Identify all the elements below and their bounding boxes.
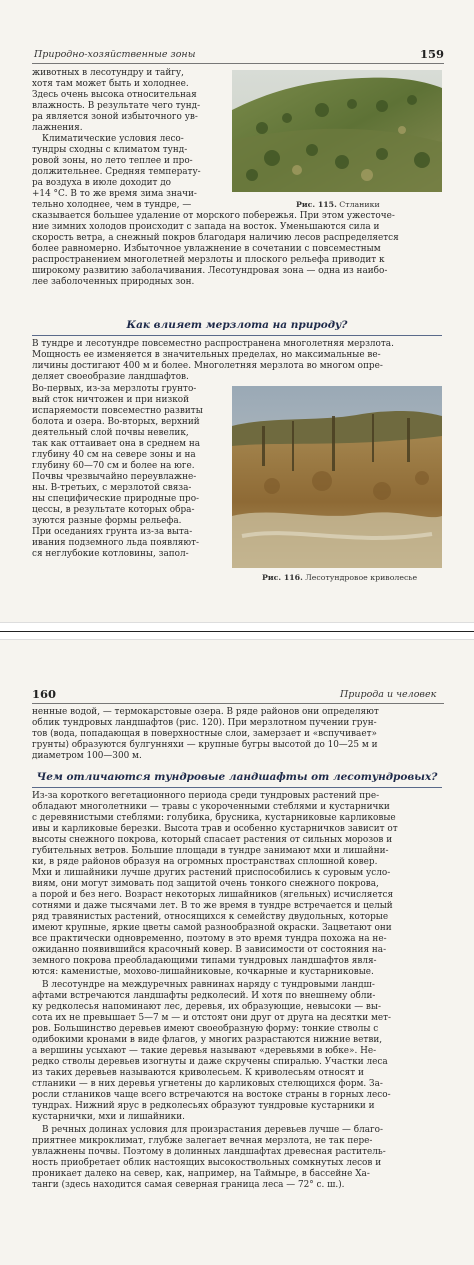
text-line: сказывается большее удаление от морского побережья. При этом ужесточе- bbox=[32, 211, 395, 221]
text-line: редко стволы деревьев изогнуты и даже скручены спиралью. Участки леса bbox=[32, 1057, 388, 1067]
paragraph-full-width bbox=[32, 211, 442, 288]
text-line: тундры сходны с климатом тунд- bbox=[32, 145, 188, 155]
text-line: сотнями и даже тысячами лет. В то же время в тундре встречается и целый bbox=[32, 901, 393, 911]
section-text-column bbox=[32, 384, 222, 560]
text-line: так как оттаивает она в среднем на bbox=[32, 439, 201, 449]
text-line: ку редколесья напоминают лес, деревья, их образующие, невысоки — вы- bbox=[32, 1002, 381, 1012]
section-text-full bbox=[32, 339, 442, 383]
section-heading-permafrost: Как влияет мерзлота на природу? bbox=[126, 319, 348, 331]
photo-stlaniki bbox=[232, 70, 442, 192]
text-line: приятнее микроклимат, глубже залегает вечная мерзлота, не так пере- bbox=[32, 1136, 373, 1146]
text-line: тундрах. Нижний ярус в редколесьях образуют тундровые кустарники и bbox=[32, 1101, 375, 1111]
text-line: вый сток ничтожен и при низкой bbox=[32, 395, 190, 405]
text-line: хотя там может быть и холоднее. bbox=[32, 79, 189, 89]
caption-number: Рис. 115. bbox=[296, 200, 337, 209]
text-line: Во-первых, из-за мерзлоты грунто- bbox=[32, 384, 197, 394]
text-line: Мхи и лишайники лучше других растений приспособились к суровым усло- bbox=[32, 868, 391, 878]
text-line: более равномерно. Избыточное увлажнение в сочетании с повсеместным bbox=[32, 244, 381, 254]
text-line: все практически одновременно, поэтому в это время тундра похожа на не- bbox=[32, 934, 387, 944]
body-paragraph-1 bbox=[32, 791, 442, 978]
text-line: имеют крупные, яркие цветы самой разнообразной окраски. Зацветают они bbox=[32, 923, 392, 933]
text-line: Почвы чрезвычайно переувлажне- bbox=[32, 472, 197, 482]
text-line: ряд травянистых растений, относящихся к семейству двудольных, которые bbox=[32, 912, 389, 922]
page-separator bbox=[0, 631, 474, 632]
krivolesye-photo-image bbox=[232, 386, 442, 568]
text-line: тов (вода, попадающая в поверхностные слои, замерзает и «вспучивает» bbox=[32, 729, 377, 739]
text-line: цессы, в результате которых обра- bbox=[32, 505, 195, 515]
text-line: кустарнички, мхи и лишайники. bbox=[32, 1112, 185, 1122]
text-line: ны. В-третьих, с мерзлотой связа- bbox=[32, 483, 192, 493]
text-line: Из-за короткого вегетационного периода среди тундровых растений пре- bbox=[32, 791, 380, 801]
text-line: деляет своеобразие ландшафтов. bbox=[32, 372, 189, 382]
text-line: испаряемости повсеместно развиты bbox=[32, 406, 203, 416]
text-line: В лесотундре на междуречных равнинах наряду с тундровыми ландш- bbox=[42, 980, 375, 990]
text-line: В речных долинах условия для произрастания деревьев лучше — благо- bbox=[42, 1125, 384, 1135]
page-number: 160 bbox=[32, 687, 57, 701]
text-line: ся неглубокие котловины, запол- bbox=[32, 549, 189, 559]
text-line: лее заболоченных природных зон. bbox=[32, 277, 195, 287]
text-line: виям, они могут зимовать под защитой очень тонкого снежного покрова, bbox=[32, 879, 379, 889]
text-line: из таких деревьев называются криволесьем. К криволесьям относят и bbox=[32, 1068, 364, 1078]
text-line: личины достигают 400 м и более. Многолетняя мерзлота во многом опре- bbox=[32, 361, 383, 371]
section-heading-landscapes: Чем отличаются тундровые ландшафты от лесотундровых? bbox=[36, 771, 438, 783]
caption-text: Лесотундровое криволесье bbox=[305, 573, 418, 582]
text-line: скорость ветра, а снежный покров благодаря наличию лесов распределяется bbox=[32, 233, 399, 243]
text-line: При оседаниях грунта из-за вытa- bbox=[32, 527, 193, 537]
text-line: танги (здесь находится самая северная граница леса — 72° с. ш.). bbox=[32, 1180, 345, 1190]
text-line: тельно холоднее, чем в тундре, — bbox=[32, 200, 192, 210]
page-159 bbox=[0, 0, 474, 622]
text-line: ровой зоны, но лето теплее и про- bbox=[32, 156, 193, 166]
text-line: сота их не превышает 5—7 м — и отстоят они друг от друга на десятки мет- bbox=[32, 1013, 392, 1023]
text-line: ненные водой, — термокарстовые озера. В ряде районов они определяют bbox=[32, 707, 379, 717]
text-line: В тундре и лесотундре повсеместно распространена многолетняя мерзлота. bbox=[32, 339, 394, 349]
text-line: грунты) образуются булгунняхи — крупные бугры высотой до 10—25 м и bbox=[32, 740, 378, 750]
running-header: Природно-хозяйственные зоны bbox=[34, 49, 196, 60]
text-line: афтами встречаются ландшафты редколесий. И хотя по внешнему обли- bbox=[32, 991, 376, 1001]
text-line: ожиданно появившийся красочный ковер. В зависимости от состояния на- bbox=[32, 945, 387, 955]
text-line: болота и озера. Во-вторых, верхний bbox=[32, 417, 200, 427]
text-line: должительнее. Средняя температу- bbox=[32, 167, 201, 177]
caption-number: Рис. 116. bbox=[262, 573, 303, 582]
text-line: животных в лесотундру и тайгу, bbox=[32, 68, 184, 78]
text-line: широкому развитию заболачивания. Лесотундровая зона — одна из наибо- bbox=[32, 266, 388, 276]
body-paragraph-3 bbox=[32, 1125, 442, 1191]
running-header: Природа и человек bbox=[340, 689, 437, 700]
text-line: ются: каменистые, мохово-лишайниковые, кочкарные и кустарниковые. bbox=[32, 967, 374, 977]
text-line: росли стлаников чаще всего встречаются на востоке страны в горных лесо- bbox=[32, 1090, 391, 1100]
section-rule bbox=[32, 335, 442, 336]
text-line: ки, в ряде районов образуя на огромных пространствах сплошной ковер. bbox=[32, 857, 378, 867]
text-line: распространением многолетней мерзлоты и плоского рельефа приводит к bbox=[32, 255, 385, 265]
text-line: деятельный слой почвы невелик, bbox=[32, 428, 189, 438]
text-line: диаметром 100—300 м. bbox=[32, 751, 142, 761]
figure-caption-116 bbox=[262, 573, 417, 582]
text-line: земного покрова преобладающими типами тундровых ландшафтов явля- bbox=[32, 956, 377, 966]
page-number: 159 bbox=[420, 47, 445, 61]
text-line: Здесь очень высока относительная bbox=[32, 90, 197, 100]
text-line: ны специфические природные про- bbox=[32, 494, 200, 504]
text-line: проникает далеко на север, как, например, на Таймыре, в бассейне Ха- bbox=[32, 1169, 370, 1179]
text-line: ивания подземного льда появляют- bbox=[32, 538, 200, 548]
section-rule bbox=[32, 787, 442, 788]
photo-krivolesye bbox=[232, 386, 442, 568]
column-text-top bbox=[32, 68, 228, 211]
text-line: с деревянистыми стеблями: голубика, брусника, кустарниковые карликовые bbox=[32, 813, 396, 823]
figure-caption-115 bbox=[296, 200, 380, 209]
text-line: глубину 60—70 см и более на юге. bbox=[32, 461, 195, 471]
text-line: +14 °С. В то же время зима значи- bbox=[32, 189, 197, 199]
text-line: облик тундровых ландшафтов (рис. 120). При мерзлотном пучении грун- bbox=[32, 718, 377, 728]
text-line: зуются разные формы рельефа. bbox=[32, 516, 182, 526]
caption-text: Стланики bbox=[339, 200, 380, 209]
text-line: высоты снежного покрова, который спасает растения от сильных морозов и bbox=[32, 835, 393, 845]
text-line: а вершины усыхают — такие деревья называют «деревьями в юбке». Не- bbox=[32, 1046, 377, 1056]
text-line: обладают многолетники — травы с укороченными стеблями и кустарнички bbox=[32, 802, 390, 812]
text-line: ивы и карликовые березки. Высота трав и особенно кустарничков зависит от bbox=[32, 824, 398, 834]
text-line: ра является зоной избыточного ув- bbox=[32, 112, 198, 122]
continued-text bbox=[32, 707, 442, 762]
text-line: Мощность ее изменяется в значительных пределах, но максимальные ве- bbox=[32, 350, 381, 360]
text-line: лажнения. bbox=[32, 123, 83, 133]
header-rule bbox=[32, 63, 444, 64]
header-rule bbox=[32, 703, 444, 704]
text-line: влажность. В результате чего тунд- bbox=[32, 101, 201, 111]
body-paragraph-2 bbox=[32, 980, 442, 1123]
text-line: стланики — в них деревья угнетены до карликовых стелющихся форм. За- bbox=[32, 1079, 383, 1089]
text-line: губительных ветров. Большие площади в тундре занимают мхи и лишайни- bbox=[32, 846, 389, 856]
text-line: ние зимних холодов происходит с запада на восток. Уменьшаются сила и bbox=[32, 222, 380, 232]
text-line: ров. Большинство деревьев имеют своеобразную форму: тонкие стволы с bbox=[32, 1024, 379, 1034]
text-line: глубину 40 см на севере зоны и на bbox=[32, 450, 196, 460]
text-line: одибокими кронами в виде флагов, у многих разрастаются нижние ветви, bbox=[32, 1035, 383, 1045]
stlaniki-photo-image bbox=[232, 70, 442, 192]
text-line: Климатические условия лесо- bbox=[42, 134, 184, 144]
text-line: ность приобретает облик настоящих высокоствольных сомкнутых лесов и bbox=[32, 1158, 382, 1168]
page-160 bbox=[0, 640, 474, 1265]
text-line: увлажнены почвы. Поэтому в долинных ландшафтах древесная раститель- bbox=[32, 1147, 386, 1157]
text-line: ра воздуха в июле доходит до bbox=[32, 178, 172, 188]
text-line: а порой и без него. Возраст некоторых лишайников (ягельных) исчисляется bbox=[32, 890, 394, 900]
